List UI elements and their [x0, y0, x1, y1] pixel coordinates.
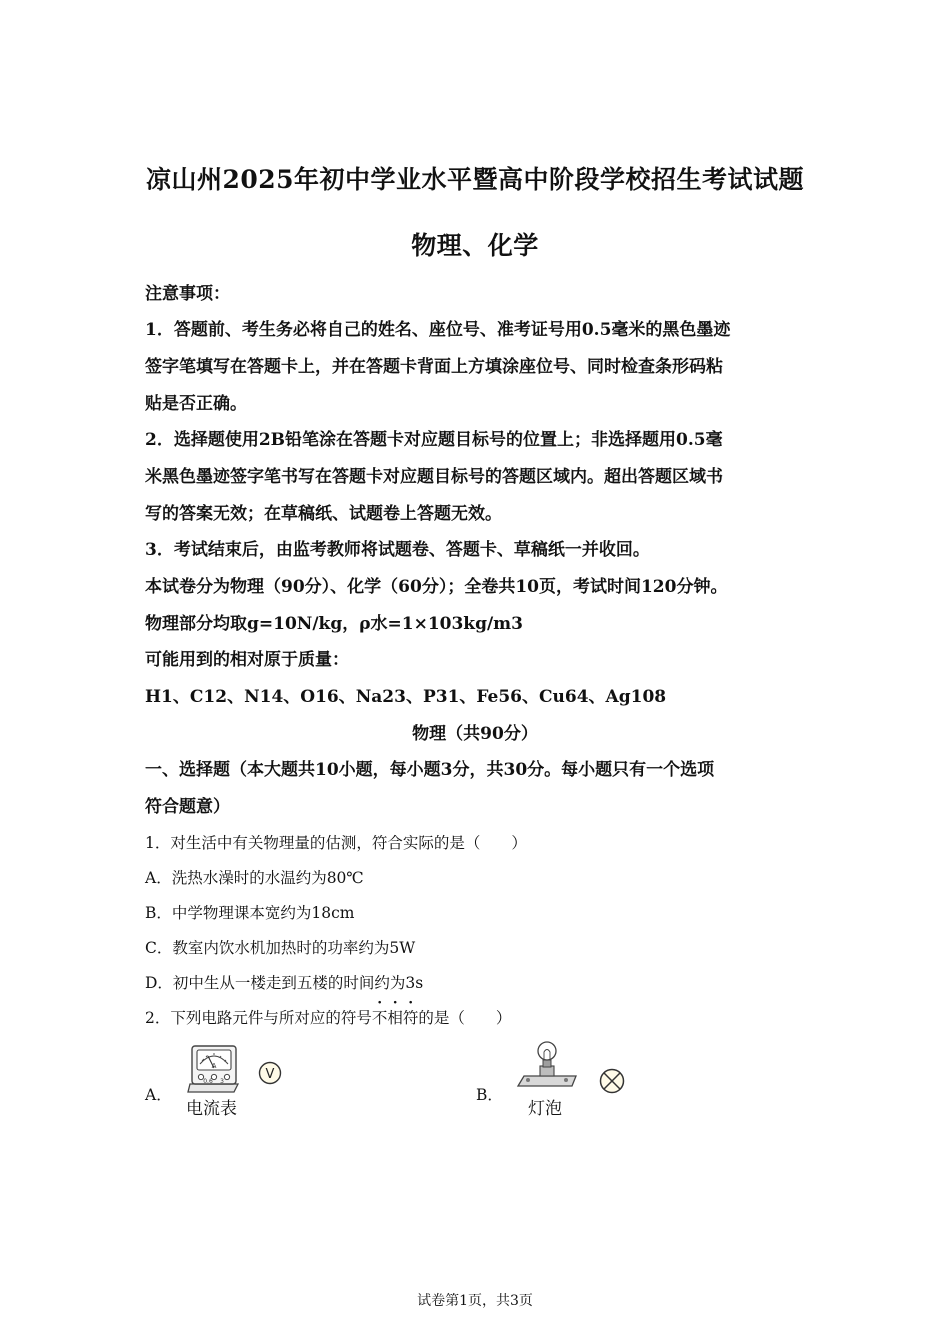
- lamp-caption: 灯泡: [528, 1099, 562, 1119]
- question-1-stem: 1．对生活中有关物理量的估测，符合实际的是（ ）: [145, 834, 527, 852]
- question-2-stem-after: 的是（ ）: [418, 1009, 512, 1027]
- question-1-option-d: D．初中生从一楼走到五楼的时间约为3s: [145, 974, 424, 992]
- notice-line: 米黑色墨迹签字笔书写在答题卡对应题目标号的答题区域内。超出答题区域书: [145, 467, 723, 487]
- notice-line: H1、C12、N14、O16、Na23、P31、Fe56、Cu64、Ag108: [145, 687, 667, 707]
- emphasis-char: 相: [387, 1009, 403, 1027]
- notice-line: 贴是否正确。: [145, 394, 247, 414]
- exam-subtitle: 物理、化学: [411, 231, 539, 260]
- section-title: 物理（共90分）: [412, 724, 538, 744]
- voltmeter-symbol: [257, 1060, 283, 1086]
- voltmeter-letter: V: [265, 1067, 275, 1082]
- notice-line: 物理部分均取g=10N/kg，ρ水=1×103kg/m3: [145, 614, 524, 634]
- ammeter-scale-label: 0.6: [203, 1078, 213, 1085]
- lamp-symbol: [598, 1067, 626, 1095]
- ammeter-scale-label: 3: [220, 1078, 224, 1085]
- notice-line: 签字笔填写在答题卡上，并在答题卡背面上方填涂座位号、同时检查条形码粘: [145, 357, 723, 377]
- question-2-stem-before: 2．下列电路元件与所对应的符号: [145, 1009, 372, 1027]
- notice-line: 1．答题前、考生务必将自己的姓名、座位号、准考证号用0.5毫米的黑色墨迹: [145, 320, 731, 340]
- question-1-option-c: C．教室内饮水机加热时的功率约为5W: [145, 939, 416, 957]
- notice-line: 可能用到的相对原于质量：: [145, 650, 349, 670]
- notice-heading: 注意事项：: [145, 284, 230, 304]
- notice-line: 2．选择题使用2B铅笔涂在答题卡对应题目标号的位置上；非选择题用0.5毫: [145, 430, 723, 450]
- page-footer: 试卷第1页，共3页: [417, 1293, 533, 1309]
- notice-line: 本试卷分为物理（90分）、化学（60分）；全卷共10页，考试时间120分钟。: [145, 577, 728, 597]
- ammeter-caption: 电流表: [186, 1099, 237, 1119]
- ammeter-picture: [186, 1040, 242, 1094]
- emphasis-char: 符: [402, 1009, 419, 1027]
- question-1-option-b: B．中学物理课本宽约为18cm: [145, 904, 355, 922]
- question-1-option-a: A．洗热水澡时的水温约为80℃: [145, 869, 364, 887]
- ammeter-letter: A: [211, 1062, 217, 1070]
- question-2-stem: [145, 1006, 815, 1030]
- notice-line: 写的答案无效；在草稿纸、试题卷上答题无效。: [145, 504, 502, 524]
- exam-title: 凉山州2025年初中学业水平暨高中阶段学校招生考试试题: [145, 165, 805, 194]
- part-heading: 一、选择题（本大题共10小题，每小题3分，共30分。每小题只有一个选项: [145, 760, 715, 780]
- emphasis-char: 不: [371, 1009, 388, 1027]
- lamp-picture: [516, 1040, 580, 1090]
- question-2-option-b-label: B．: [476, 1086, 503, 1104]
- notice-line: 3．考试结束后，由监考教师将试题卷、答题卡、草稿纸一并收回。: [145, 540, 650, 560]
- question-2-option-a-label: A．: [145, 1086, 172, 1104]
- part-heading: 符合题意）: [145, 797, 230, 817]
